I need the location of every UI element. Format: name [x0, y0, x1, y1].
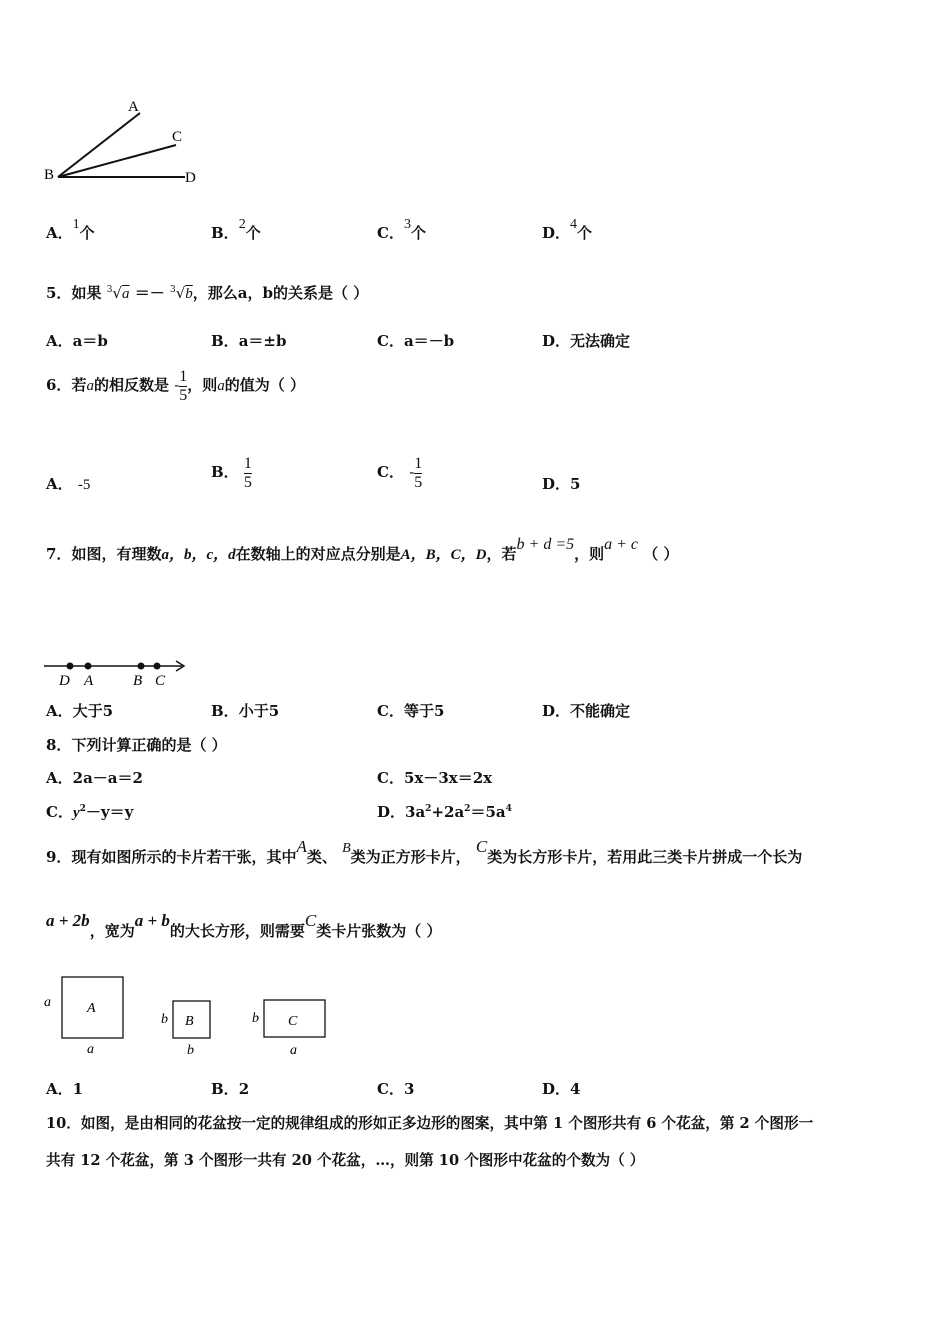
- label-a: A: [128, 99, 139, 115]
- q9-option-b: B．2: [211, 1080, 250, 1098]
- point-a: [85, 663, 92, 670]
- q5-option-d: D．无法确定: [542, 332, 631, 350]
- q7-option-d: D．不能确定: [542, 702, 631, 720]
- q8-option-c: C．$y^2-y=y$: [46, 803, 134, 821]
- card-b-label: B: [185, 1014, 194, 1029]
- q6-option-c: C． - $\frac{1}{5}$: [377, 454, 423, 491]
- label-d: D: [185, 170, 196, 186]
- ray-ba: [58, 113, 140, 177]
- q6-stem: 6．若a的相反数是 - $\frac{1}{5}$ ，则a的值为（ ）: [46, 367, 306, 404]
- card-a-bottom: a: [87, 1042, 94, 1057]
- angle-figure: [40, 95, 210, 190]
- q9-stem-line2: a + 2b，宽为a + b的大长方形，则需要C类卡片张数为（ ）: [46, 911, 442, 940]
- card-c-bottom: a: [290, 1043, 297, 1058]
- q4-option-a: A．1个: [46, 217, 95, 242]
- q9-option-c: C．3: [377, 1080, 415, 1098]
- card-c-side: b: [252, 1011, 259, 1026]
- q4-option-c: C．3个: [377, 217, 426, 242]
- card-c-label: C: [288, 1014, 298, 1029]
- axis-label-b: B: [133, 673, 143, 689]
- q9-option-a: A．1: [46, 1080, 84, 1098]
- axis-label-d: D: [59, 673, 70, 689]
- number-line-figure: [42, 656, 192, 690]
- q8-stem: 8．下列计算正确的是（ ）: [46, 736, 227, 754]
- card-a-side: a: [44, 995, 51, 1010]
- q7-option-c: C．等于5: [377, 702, 445, 720]
- card-b-bottom: b: [187, 1043, 194, 1058]
- ray-bc: [58, 145, 176, 177]
- label-c: C: [172, 129, 183, 145]
- q4-option-b: B．2个: [211, 217, 261, 242]
- q5-stem: 5．如果 $^3$√a ＝－ $^3$√b，那么a，b的关系是（ ）: [46, 284, 369, 302]
- q6-option-a: A． -5: [46, 475, 91, 493]
- q10-stem-line1: 10．如图，是由相同的花盆按一定的规律组成的形如正多边形的图案，其中第 1 个图形共有 6 个花盆，第 2 个图形一: [46, 1115, 814, 1132]
- q8-option-b: C．5x－3x＝2x: [377, 769, 493, 787]
- point-c: [154, 663, 161, 670]
- q5-option-a: A．a＝b: [46, 332, 108, 350]
- axis-label-c: C: [155, 673, 166, 689]
- card-a-label: A: [87, 1001, 96, 1016]
- q9-stem-line1: 9．现有如图所示的卡片若干张，其中A类、 B类为正方形卡片， C类为长方形卡片，若用此三类卡片拼成一个长为: [46, 837, 803, 866]
- q6-option-d: D．5: [542, 475, 581, 493]
- q4-option-d: D．4个: [542, 217, 593, 242]
- q9-option-d: D．4: [542, 1080, 581, 1098]
- label-b: B: [44, 167, 55, 183]
- q5-option-c: C．a＝－b: [377, 332, 455, 350]
- q7-option-b: B．小于5: [211, 702, 280, 720]
- point-d: [67, 663, 74, 670]
- cards-figure: [40, 970, 340, 1060]
- point-b: [138, 663, 145, 670]
- q7-stem: 7．如图，有理数a，b，c，d在数轴上的对应点分别是A，B，C，D，若b + d =5，则a + c （ ）: [46, 536, 679, 563]
- q7-option-a: A．大于5: [46, 702, 114, 720]
- axis-label-a: A: [84, 673, 94, 689]
- q10-stem-line2: 共有 12 个花盆，第 3 个图形一共有 20 个花盆，…，则第 10 个图形中花盆的个数为（ ）: [46, 1152, 645, 1169]
- q6-option-b: B． $\frac{1}{5}$: [211, 454, 252, 491]
- card-b-side: b: [161, 1012, 168, 1027]
- q8-option-a: A．2a－a＝2: [46, 769, 143, 787]
- q8-option-d: D．$3a^2+2a^2=5a^4$: [377, 803, 512, 821]
- q5-option-b: B．a＝±b: [211, 332, 287, 350]
